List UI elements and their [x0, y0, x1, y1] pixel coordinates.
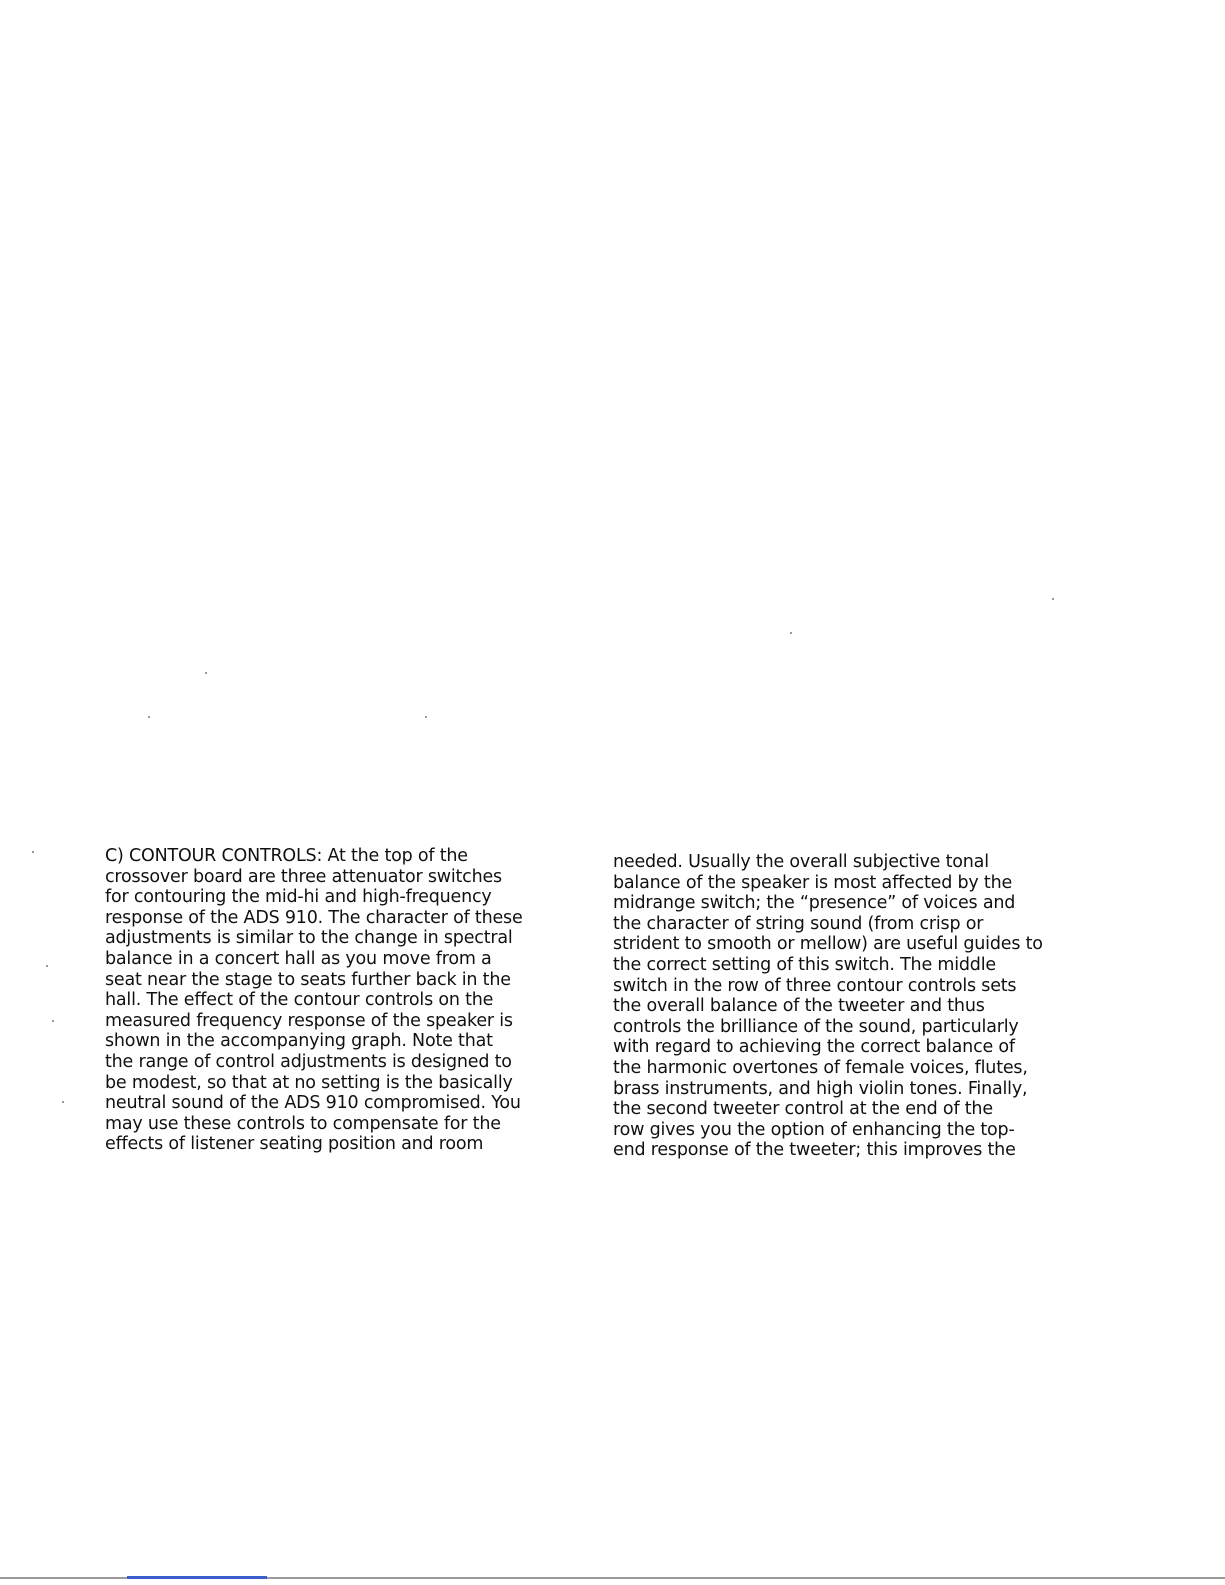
- text-line: be modest, so that at no setting is the basically: [105, 1072, 513, 1093]
- scan-speck: [62, 1101, 64, 1103]
- text-line: needed. Usually the overall subjective tonal: [613, 852, 989, 872]
- text-line: adjustments is similar to the change in spectral: [105, 928, 513, 949]
- left-text-column: [105, 846, 555, 1155]
- right-text-column: [613, 852, 1053, 1161]
- text-line: neutral sound of the ADS 910 compromised. You: [105, 1093, 521, 1114]
- scan-speck: [1052, 598, 1054, 600]
- text-line: the correct setting of this switch. The middle: [613, 954, 996, 975]
- bottom-edge-accent: [127, 1576, 267, 1579]
- text-line: the overall balance of the tweeter and thus: [613, 996, 985, 1017]
- text-line: hall. The effect of the contour controls on the: [105, 990, 494, 1011]
- text-line: shown in the accompanying graph. Note that: [105, 1031, 493, 1052]
- text-line: C) CONTOUR CONTROLS: At the top of the: [105, 846, 468, 866]
- text-line: strident to smooth or mellow) are useful guides to: [613, 934, 1043, 955]
- scan-speck: [46, 965, 48, 967]
- scan-speck: [52, 1020, 54, 1022]
- text-line: balance of the speaker is most affected by the: [613, 872, 1013, 893]
- text-line: midrange switch; the “presence” of voices and: [613, 893, 1016, 914]
- scan-speck: [148, 716, 150, 718]
- text-line: for contouring the mid-hi and high-frequency: [105, 887, 492, 908]
- text-line: the harmonic overtones of female voices, flutes,: [613, 1057, 1028, 1078]
- text-line: the second tweeter control at the end of the: [613, 1099, 993, 1120]
- text-line: the range of control adjustments is designed to: [105, 1051, 512, 1072]
- text-line: end response of the tweeter; this improves the: [613, 1140, 1016, 1161]
- text-line: brass instruments, and high violin tones. Finally,: [613, 1078, 1028, 1099]
- text-line: controls the brilliance of the sound, particularly: [613, 1016, 1019, 1037]
- scan-speck: [790, 632, 792, 634]
- scan-speck: [205, 672, 207, 674]
- text-line: balance in a concert hall as you move from a: [105, 948, 492, 969]
- text-line: measured frequency response of the speaker is: [105, 1010, 513, 1031]
- text-line: effects of listener seating position and room: [105, 1134, 484, 1155]
- text-line: response of the ADS 910. The character of these: [105, 907, 523, 928]
- text-line: the character of string sound (from crisp or: [613, 913, 984, 934]
- scan-speck: [32, 851, 34, 853]
- text-line: crossover board are three attenuator switches: [105, 866, 502, 887]
- text-line: seat near the stage to seats further back in the: [105, 969, 511, 990]
- text-line: switch in the row of three contour controls sets: [613, 975, 1017, 996]
- scan-speck: [425, 716, 427, 718]
- text-line: may use these controls to compensate for the: [105, 1113, 501, 1134]
- text-line: row gives you the option of enhancing the top-: [613, 1119, 1015, 1140]
- text-line: with regard to achieving the correct balance of: [613, 1037, 1015, 1058]
